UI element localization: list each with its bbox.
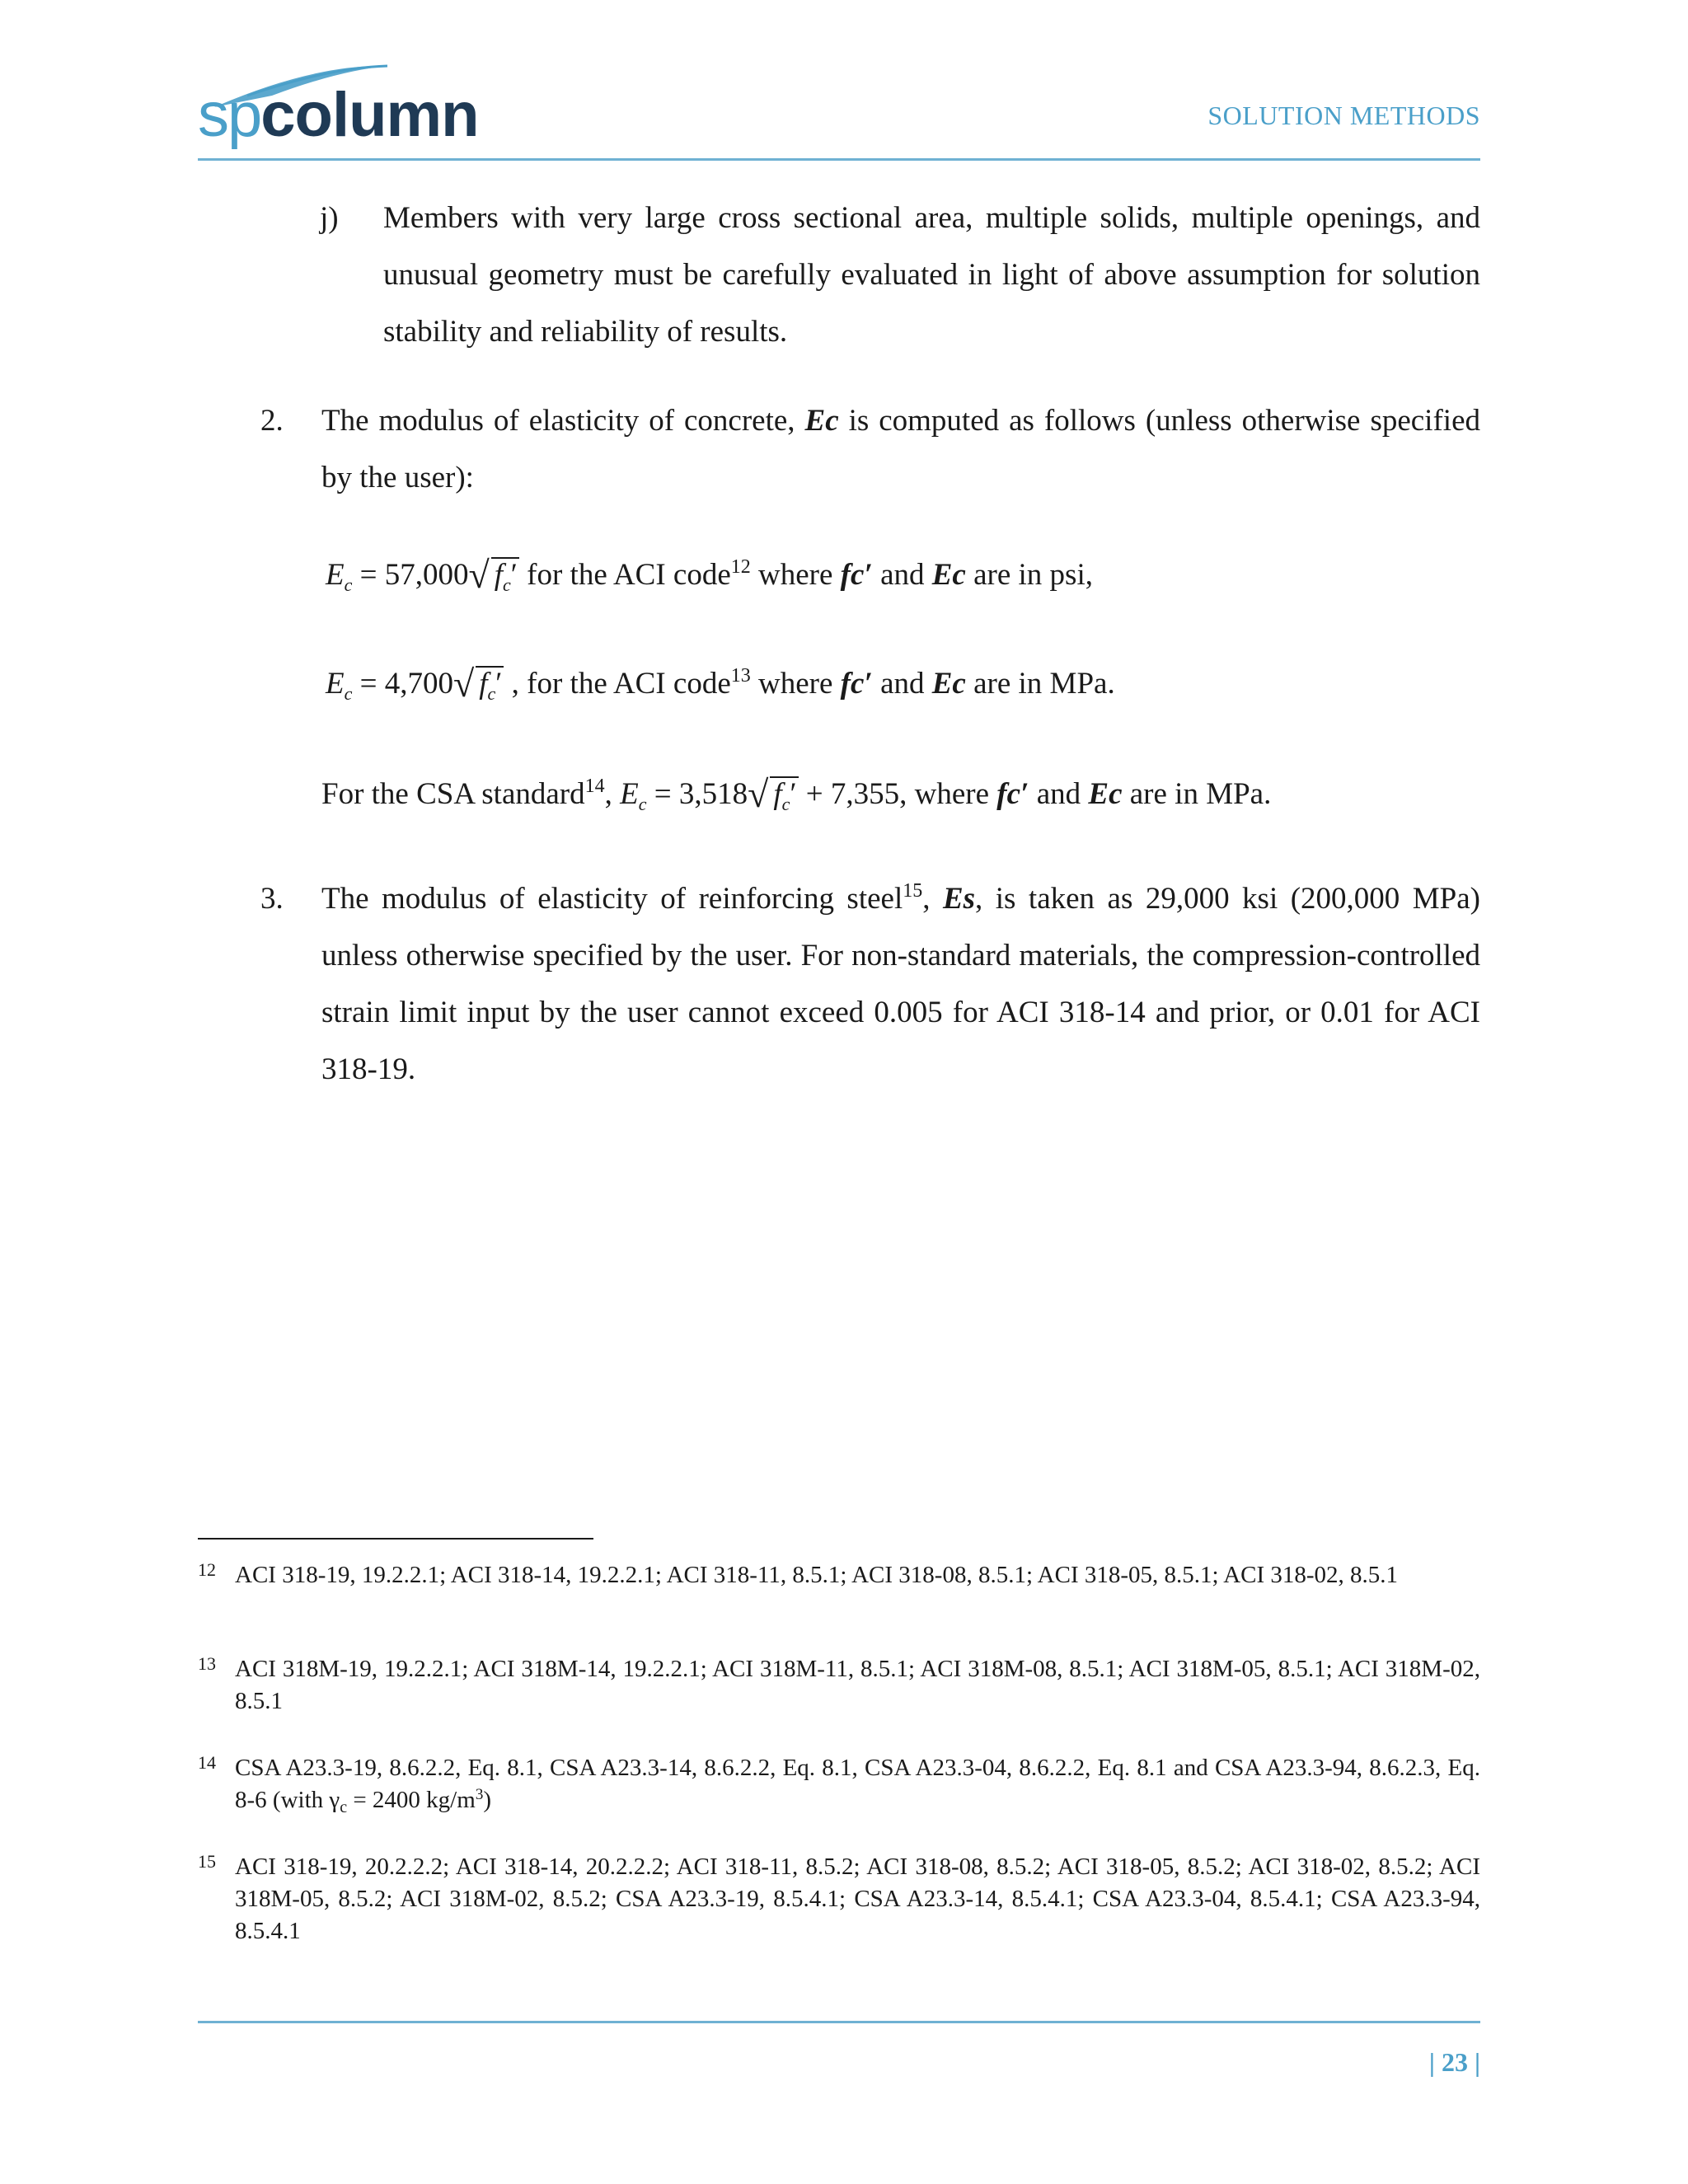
- logo-wordmark: [198, 82, 479, 148]
- item-j-label: j): [320, 201, 339, 235]
- footnote-ref-15[interactable]: 15: [903, 880, 923, 902]
- sqrt-term: $f_c'$: [476, 666, 504, 701]
- item-j-text: Members with very large cross sectional area, multiple solids, multiple openings, and unusual geometry must be carefully evaluated in light of above assumption for solution stability and reliability of results.: [383, 201, 1480, 349]
- footnote-text: CSA A23.3-19, 8.6.2.2, Eq. 8.1, CSA A23.3-14, 8.6.2.2, Eq. 8.1, CSA A23.3-04, 8.6.2.2, Eq. 8.1 and CSA A23.3-94, 8.6.2.3, Eq. 8-6 (with $\gamma_c = 2400$ $kg/m^3$): [235, 1755, 1480, 1816]
- item-2-text-after: is computed as follows (unless otherwise specified by the user):: [321, 404, 1480, 494]
- radical-icon: √: [453, 663, 475, 705]
- footnote-separator: [198, 1538, 593, 1540]
- footnote-text: ACI 318-19, 19.2.2.1; ACI 318-14, 19.2.2.1; ACI 318-11, 8.5.1; ACI 318-08, 8.5.1; ACI 318-05, 8.5.1; ACI 318-02, 8.5.1: [235, 1562, 1399, 1588]
- footnote-ref-13[interactable]: 13: [730, 665, 751, 687]
- item-2-text-before: The modulus of elasticity of concrete,: [321, 404, 805, 438]
- equation-aci-psi: $E_c = 57,000√$ $f_c'$ for the ACI code$^{12}$ where fc′ and Ec are in psi,: [326, 554, 1093, 596]
- header-divider: [198, 158, 1480, 161]
- footnote-ref-14[interactable]: 14: [584, 776, 605, 797]
- ec-symbol: Ec: [804, 404, 839, 438]
- footnote-text: ACI 318M-19, 19.2.2.1; ACI 318M-14, 19.2.2.1; ACI 318M-11, 8.5.1; ACI 318M-08, 8.5.1; ACI 318M-05, 8.5.1; ACI 318M-02, 8.5.1: [235, 1656, 1480, 1714]
- logo-prefix: sp: [198, 80, 261, 150]
- footnote-number: 15: [198, 1851, 216, 1872]
- section-title: SOLUTION METHODS: [1207, 101, 1480, 130]
- footer-divider: [198, 2021, 1480, 2023]
- item-2-number: 2.: [260, 404, 284, 438]
- sqrt-term: $f_c'$: [491, 557, 519, 592]
- radical-icon: √: [468, 554, 490, 596]
- spcolumn-logo: [198, 59, 495, 150]
- footnote-ref-12[interactable]: 12: [730, 556, 751, 578]
- sqrt-term: $f_c'$: [770, 776, 798, 811]
- footnote-number: 13: [198, 1653, 216, 1674]
- equation-aci-mpa: $E_c = 4,700√$ $f_c'$ , for the ACI code$^{13}$ where fc′ and Ec are in MPa.: [326, 663, 1115, 705]
- logo-name: column: [260, 80, 479, 150]
- footnote-number: 12: [198, 1559, 216, 1580]
- es-symbol: Es: [942, 882, 976, 916]
- item-3-number: 3.: [260, 882, 284, 916]
- item-2-paragraph: [321, 392, 1480, 506]
- footnote-number: 14: [198, 1752, 216, 1773]
- item-3-paragraph: The modulus of elasticity of reinforcing steel$^{15}$, Es, is taken as 29,000 ksi (200,000 MPa) unless otherwise specified by the user. For non-standard materials, the compression-controlled strain limit input by the user cannot exceed 0.005 for ACI 318-14 and prior, or 0.01 for ACI 318-19.: [321, 880, 1480, 1086]
- page-number: | 23 |: [1428, 2047, 1480, 2077]
- equation-csa: For the CSA standard$^{14}$, $E_c = 3,518√$ $f_c' + 7,355$, where fc′ and Ec are in MPa.: [321, 773, 1272, 815]
- radical-icon: √: [748, 773, 769, 815]
- footnote-text: ACI 318-19, 20.2.2.2; ACI 318-14, 20.2.2.2; ACI 318-11, 8.5.2; ACI 318-08, 8.5.2; ACI 318-05, 8.5.2; ACI 318-02, 8.5.2; ACI 318M-05, 8.5.2; ACI 318M-02, 8.5.2; CSA A23.3-19, 8.5.4.1; CSA A23.3-14, 8.5.4.1; CSA A23.3-04, 8.5.4.1; CSA A23.3-94, 8.5.4.1: [235, 1854, 1480, 1944]
